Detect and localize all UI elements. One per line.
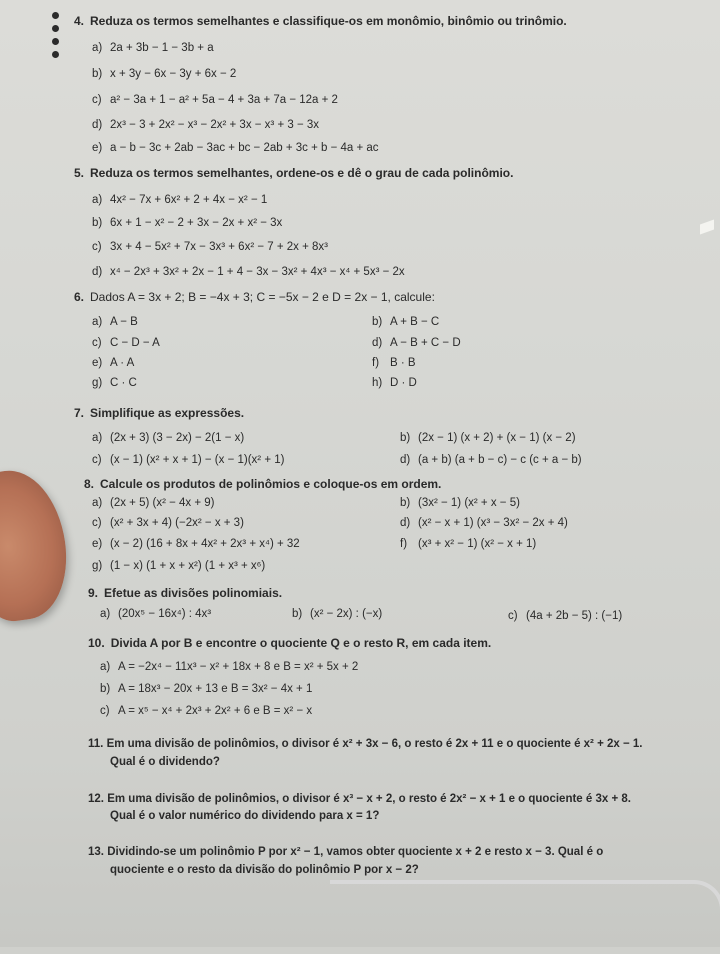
question-11: 11. Em uma divisão de polinômios, o divisor é x² + 3x − 6, o resto é 2x + 11 e o quociente é x² + 2x − 1. <box>88 738 643 750</box>
q5-item-a: a) 4x² − 7x + 6x² + 2 + 4x − x² − 1 <box>92 194 268 206</box>
q8-item-e: e) (x − 2) (16 + 8x + 4x² + 2x³ + x⁴) + 32 <box>92 538 300 550</box>
question-4: 4. Reduza os termos semelhantes e classifique-os em monômio, binômio ou trinômio. <box>74 14 567 28</box>
q4-item-d: d) 2x³ − 3 + 2x² − x³ − 2x² + 3x − x³ + 3 − 3x <box>92 119 320 131</box>
q8-item-a: a) (2x + 5) (x² − 4x + 9) <box>92 497 215 509</box>
q7-item-c: c) (x − 1) (x² + x + 1) − (x − 1)(x² + 1) <box>92 454 285 466</box>
binder-holes <box>52 12 60 62</box>
q9-item-a: a) (20x⁵ − 16x⁴) : 4x³ <box>100 608 212 620</box>
q5-item-b: b) 6x + 1 − x² − 2 + 3x − 2x + x² − 3x <box>92 217 283 229</box>
question-13-line2: quociente e o resto da divisão do polinômio P por x − 2? <box>110 864 419 876</box>
q7-item-d: d) (a + b) (a + b − c) − c (c + a − b) <box>400 454 582 466</box>
q8-item-g: g) (1 − x) (1 + x + x²) (1 + x³ + x⁶) <box>92 560 266 572</box>
q6-item-d: d) A − B + C − D <box>372 337 461 349</box>
question-5: 5. Reduza os termos semelhantes, ordene-os e dê o grau de cada polinômio. <box>74 166 514 180</box>
q8-item-c: c) (x² + 3x + 4) (−2x² − x + 3) <box>92 517 244 529</box>
q6-item-e: e) A · A <box>92 357 135 369</box>
q7-item-a: a) (2x + 3) (3 − 2x) − 2(1 − x) <box>92 432 245 444</box>
q10-item-b: b) A = 18x³ − 20x + 13 e B = 3x² − 4x + 1 <box>100 683 313 695</box>
q6-item-f: f) B · B <box>372 357 416 369</box>
q4-item-a: a) 2a + 3b − 1 − 3b + a <box>92 42 214 54</box>
q9-item-b: b) (x² − 2x) : (−x) <box>292 608 383 620</box>
q6-item-h: h) D · D <box>372 377 417 389</box>
q9-item-c: c) (4a + 2b − 5) : (−1) <box>508 610 623 622</box>
q10-item-a: a) A = −2x⁴ − 11x³ − x² + 18x + 8 e B = x² + 5x + 2 <box>100 661 359 673</box>
q6-item-g: g) C · C <box>92 377 137 389</box>
q4-item-c: c) a² − 3a + 1 − a² + 5a − 4 + 3a + 7a − 12a + 2 <box>92 94 338 106</box>
q7-item-b: b) (2x − 1) (x + 2) + (x − 1) (x − 2) <box>400 432 576 444</box>
question-8: 8. Calcule os produtos de polinômios e coloque-os em ordem. <box>84 477 442 491</box>
cable-wire <box>330 880 720 954</box>
q6-item-b: b) A + B − C <box>372 316 440 328</box>
question-9: 9. Efetue as divisões polinomiais. <box>88 586 283 600</box>
q6-item-c: c) C − D − A <box>92 337 160 349</box>
question-13: 13. Dividindo-se um polinômio P por x² − 1, vamos obter quociente x + 2 e resto x − 3. Qual é o <box>88 846 604 858</box>
q4-item-e: e) a − b − 3c + 2ab − 3ac + bc − 2ab + 3c + b − 4a + ac <box>92 142 379 154</box>
question-7: 7. Simplifique as expressões. <box>74 406 245 420</box>
q5-item-c: c) 3x + 4 − 5x² + 7x − 3x³ + 6x² − 7 + 2x + 8x³ <box>92 241 328 253</box>
question-12-line2: Qual é o valor numérico do dividendo para x = 1? <box>110 810 380 822</box>
question-11-line2: Qual é o dividendo? <box>110 756 220 768</box>
q8-item-d: d) (x² − x + 1) (x³ − 3x² − 2x + 4) <box>400 517 568 529</box>
question-10: 10. Divida A por B e encontre o quociente Q e o resto R, em cada item. <box>88 636 492 650</box>
q8-item-b: b) (3x² − 1) (x² + x − 5) <box>400 497 520 509</box>
q8-item-f: f) (x³ + x² − 1) (x² − x + 1) <box>400 538 537 550</box>
q10-item-c: c) A = x⁵ − x⁴ + 2x³ + 2x² + 6 e B = x² − x <box>100 705 313 717</box>
q6-item-a: a) A − B <box>92 316 138 328</box>
question-12: 12. Em uma divisão de polinômios, o divisor é x³ − x + 2, o resto é 2x² − x + 1 e o quociente é 3x + 8. <box>88 793 631 805</box>
q5-item-d: d) x⁴ − 2x³ + 3x² + 2x − 1 + 4 − 3x − 3x² + 4x³ − x⁴ + 5x³ − 2x <box>92 266 405 278</box>
q4-item-b: b) x + 3y − 6x − 3y + 6x − 2 <box>92 68 237 80</box>
question-6: 6. Dados A = 3x + 2; B = −4x + 3; C = −5x − 2 e D = 2x − 1, calcule: <box>74 290 435 304</box>
